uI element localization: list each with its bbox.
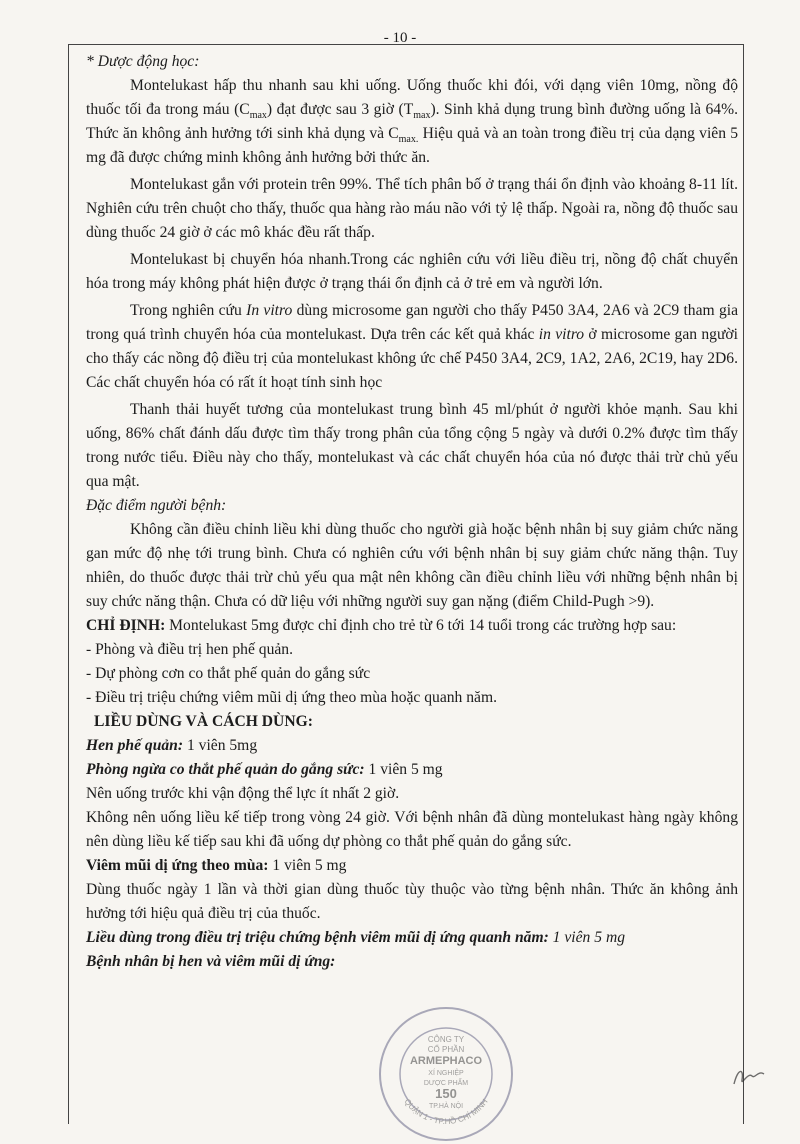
pk-paragraph-2: Montelukast gắn với protein trên 99%. Thể tích phân bố ở trạng thái ổn định vào khoảng 8-11 lít. Nghiên cứu trên chuột cho thấy, thuốc qua hàng rào máu não với tỷ lệ thấp. Ngoài ra, nồng độ thuốc sau dùng thuốc 24 giờ ở các mô khác đều rất thấp. bbox=[86, 176, 738, 241]
indications-paragraph: CHỈ ĐỊNH: Montelukast 5mg được chỉ định cho trẻ từ 6 tới 14 tuổi trong các trường hợp sau: bbox=[86, 617, 677, 634]
page-number: - 10 - bbox=[383, 30, 417, 46]
dosage-asthma: Hen phế quản: 1 viên 5mg bbox=[86, 737, 258, 754]
indication-item: - Phòng và điều trị hen phế quản. bbox=[86, 641, 294, 658]
svg-text:XÍ NGHIỆP: XÍ NGHIỆP bbox=[428, 1070, 464, 1077]
svg-text:QUẬN 1 - TP.HỒ CHÍ MINH: QUẬN 1 - TP.HỒ CHÍ MINH bbox=[402, 1097, 490, 1127]
svg-text:CÔNG TY: CÔNG TY bbox=[427, 1035, 465, 1044]
company-stamp bbox=[376, 1004, 516, 1144]
dosage-heading: LIỀU DÙNG VÀ CÁCH DÙNG: bbox=[94, 713, 313, 730]
dosage-eib-note-2: Không nên uống liều kế tiếp trong vòng 24 giờ. Với bệnh nhân đã dùng montelukast hàng ngày không nên dùng liều kế tiếp sau khi đã uống dự phòng co thắt phế quản do gắng sức. bbox=[86, 809, 738, 850]
pk-paragraph-3: Montelukast bị chuyển hóa nhanh.Trong các nghiên cứu với liều điều trị, nồng độ chất chuyển hóa trong máy không phát hiện được ở trạng thái ổn định cả ở trẻ em và người lớn. bbox=[86, 251, 738, 292]
indication-item: - Điều trị triệu chứng viêm mũi dị ứng theo mùa hoặc quanh năm. bbox=[86, 689, 497, 706]
dosage-eib-note-1: Nên uống trước khi vận động thể lực ít nhất 2 giờ. bbox=[86, 785, 400, 802]
document-body bbox=[86, 50, 738, 974]
indication-item: - Dự phòng cơn co thắt phế quản do gắng sức bbox=[86, 665, 371, 682]
svg-text:150: 150 bbox=[435, 1086, 457, 1101]
patients-paragraph: Không cần điều chỉnh liều khi dùng thuốc cho người già hoặc bệnh nhân bị suy giảm chức năng gan mức độ nhẹ tới trung bình. Chưa có nghiên cứu với bệnh nhân bị suy giảm chức năng thận. Tuy nhiên, do thuốc được thải trừ chủ yếu qua mật nên không cần điều chỉnh liều với những bệnh nhân bị suy chức năng thận. Chưa có dữ liệu với những người suy gan nặng (điểm Child-Pugh >9). bbox=[86, 521, 738, 610]
svg-text:CỔ PHẦN: CỔ PHẦN bbox=[427, 1045, 465, 1054]
pk-paragraph-1: Montelukast hấp thu nhanh sau khi uống. Uống thuốc khi đói, với dạng viên 10mg, nồng độ thuốc tối đa trong máu $(C_{max})$ đạt được sau 3 giờ $(T_{max})$. Sinh khả dụng trung bình đường uống là 64%. Thức ăn không ảnh hưởng tới sinh khả dụng và $C_{max.}$ Hiệu quả và an toàn trong điều trị của dạng viên 5 mg đã được chứng minh không ảnh hưởng bởi thức ăn. bbox=[86, 77, 739, 166]
signature-mark bbox=[730, 1062, 770, 1092]
dosage-eib: Phòng ngừa co thắt phế quản do gắng sức: 1 viên 5 mg bbox=[86, 761, 443, 778]
indications-label: CHỈ ĐỊNH: bbox=[86, 617, 166, 634]
svg-text:TP.HÀ NỘI: TP.HÀ NỘI bbox=[428, 1103, 464, 1110]
svg-text:DƯỢC PHẨM: DƯỢC PHẨM bbox=[423, 1080, 469, 1087]
pk-paragraph-4: Trong nghiên cứu In vitro dùng microsome gan người cho thấy P450 3A4, 2A6 và 2C9 tham gia trong quá trình chuyển hóa của montelukast. Dựa trên các kết quả khác in vitro ở microsome gan người cho thấy các nồng độ điều trị của montelukast không ức chế P450 3A4, 2C9, 1A2, 2A6, 2C19, hay 2D6. Các chất chuyển hóa có rất ít hoạt tính sinh học bbox=[86, 302, 738, 391]
pk-paragraph-5: Thanh thải huyết tương của montelukast trung bình 45 ml/phút ở người khỏe mạnh. Sau khi uống, 86% chất đánh dấu được tìm thấy trong phân của tổng cộng 5 ngày và dưới 0.2% được tìm thấy trong nước tiểu. Điều này cho thấy, montelukast và các chất chuyển hóa của nó được thải trừ chủ yếu qua mật. bbox=[86, 401, 738, 490]
dosage-asthma-rhinitis: Bệnh nhân bị hen và viêm mũi dị ứng: bbox=[86, 953, 336, 970]
svg-text:ARMEPHACO: ARMEPHACO bbox=[409, 1055, 483, 1067]
pk-heading: * Dược động học: bbox=[86, 53, 200, 70]
patients-heading: Đặc điểm người bệnh: bbox=[86, 497, 227, 514]
dosage-par: Liều dùng trong điều trị triệu chứng bệnh viêm mũi dị ứng quanh năm: 1 viên 5 mg bbox=[86, 929, 625, 946]
dosage-sar-note: Dùng thuốc ngày 1 lần và thời gian dùng thuốc tùy thuộc vào từng bệnh nhân. Thức ăn không ảnh hưởng tới hiệu quả điều trị của thuốc. bbox=[86, 881, 738, 922]
dosage-sar: Viêm mũi dị ứng theo mùa: 1 viên 5 mg bbox=[86, 857, 347, 874]
